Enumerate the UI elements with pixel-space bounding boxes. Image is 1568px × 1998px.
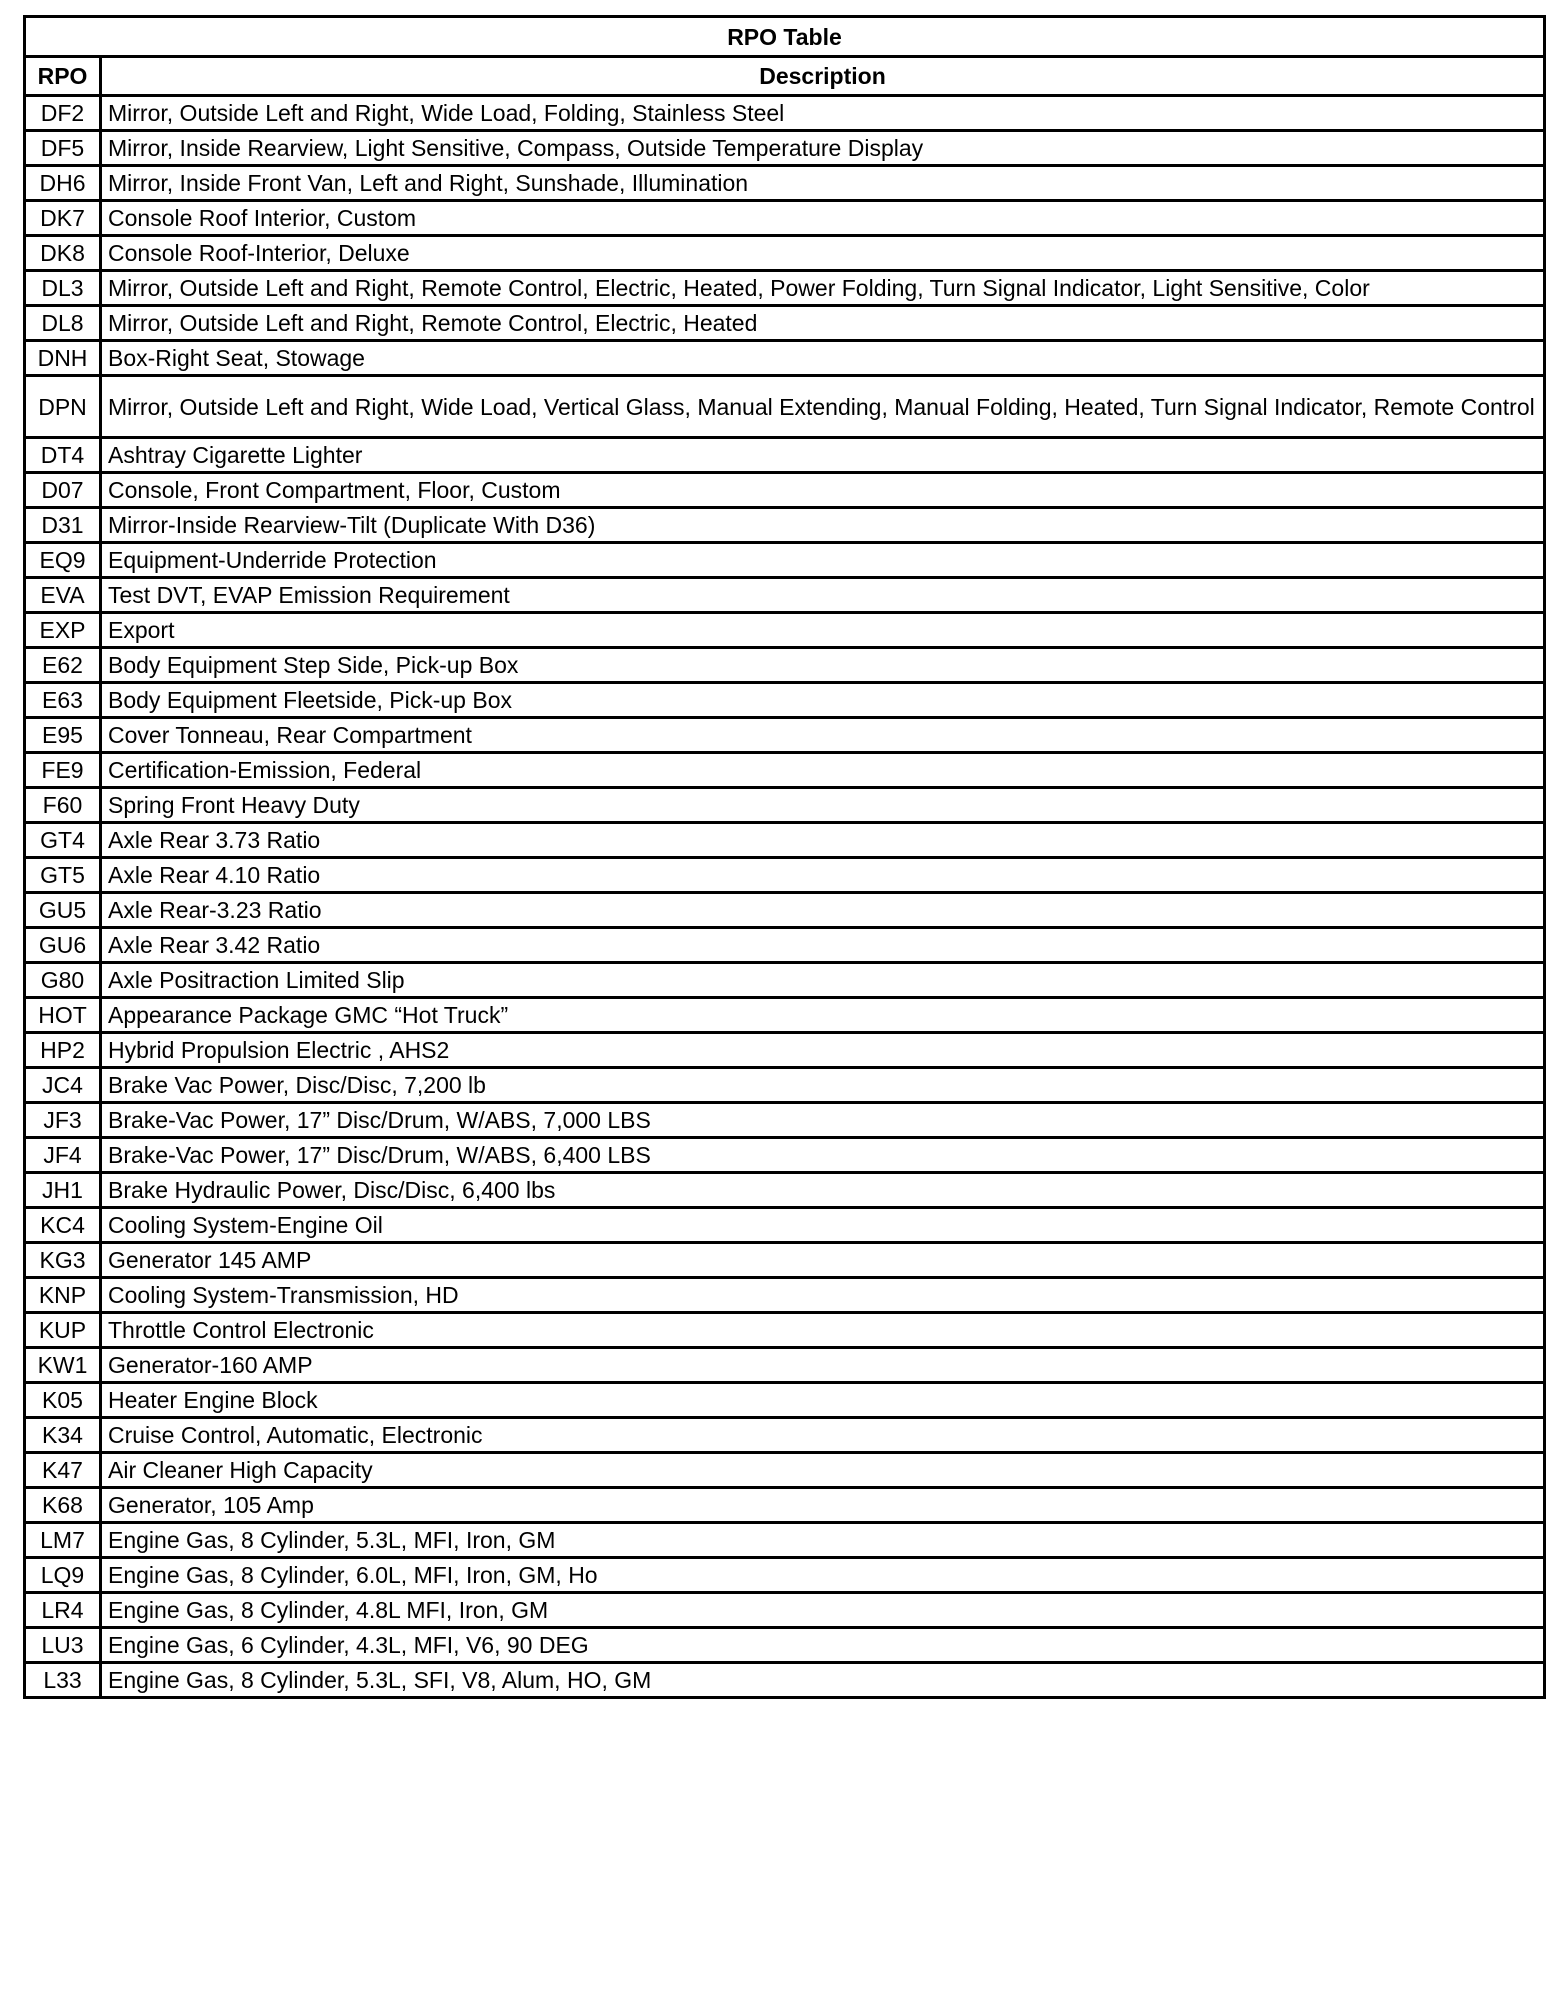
rpo-description-cell: Test DVT, EVAP Emission Requirement (101, 578, 1545, 613)
table-row (25, 508, 1545, 543)
table-row (25, 1173, 1545, 1208)
rpo-description-cell: Mirror, Inside Front Van, Left and Right, Sunshade, Illumination (101, 166, 1545, 201)
rpo-description-cell: Cooling System-Engine Oil (101, 1208, 1545, 1243)
table-row (25, 1663, 1545, 1698)
column-header-rpo: RPO (25, 57, 101, 96)
table-row (25, 1243, 1545, 1278)
rpo-code-cell: K68 (25, 1488, 101, 1523)
table-row (25, 648, 1545, 683)
rpo-code-cell: D31 (25, 508, 101, 543)
table-row (25, 1453, 1545, 1488)
rpo-code-cell: E95 (25, 718, 101, 753)
table-row (25, 893, 1545, 928)
rpo-code-cell: JF3 (25, 1103, 101, 1138)
rpo-code-cell: G80 (25, 963, 101, 998)
table-row (25, 1383, 1545, 1418)
rpo-description-cell: Certification-Emission, Federal (101, 753, 1545, 788)
table-header-row (25, 57, 1545, 96)
table-row (25, 1558, 1545, 1593)
rpo-description-cell: Body Equipment Fleetside, Pick-up Box (101, 683, 1545, 718)
table-title: RPO Table (25, 17, 1545, 57)
rpo-code-cell: LQ9 (25, 1558, 101, 1593)
table-row (25, 1033, 1545, 1068)
rpo-description-cell: Box-Right Seat, Stowage (101, 341, 1545, 376)
rpo-description-cell: Generator, 105 Amp (101, 1488, 1545, 1523)
rpo-description-cell: Engine Gas, 8 Cylinder, 6.0L, MFI, Iron, GM, Ho (101, 1558, 1545, 1593)
rpo-description-cell: Cover Tonneau, Rear Compartment (101, 718, 1545, 753)
table-title-row (25, 17, 1545, 57)
rpo-code-cell: GU5 (25, 893, 101, 928)
table-row (25, 1103, 1545, 1138)
rpo-description-cell: Engine Gas, 8 Cylinder, 5.3L, SFI, V8, Alum, HO, GM (101, 1663, 1545, 1698)
rpo-description-cell: Console, Front Compartment, Floor, Custom (101, 473, 1545, 508)
rpo-code-cell: JH1 (25, 1173, 101, 1208)
table-row (25, 473, 1545, 508)
rpo-description-cell: Mirror, Outside Left and Right, Remote Control, Electric, Heated (101, 306, 1545, 341)
rpo-code-cell: LU3 (25, 1628, 101, 1663)
table-row (25, 131, 1545, 166)
rpo-description-cell: Brake Vac Power, Disc/Disc, 7,200 lb (101, 1068, 1545, 1103)
rpo-description-cell: Generator 145 AMP (101, 1243, 1545, 1278)
rpo-code-cell: DF2 (25, 96, 101, 131)
rpo-code-cell: EQ9 (25, 543, 101, 578)
rpo-code-cell: JF4 (25, 1138, 101, 1173)
rpo-description-cell: Export (101, 613, 1545, 648)
table-row (25, 376, 1545, 438)
rpo-description-cell: Axle Rear-3.23 Ratio (101, 893, 1545, 928)
table-row (25, 928, 1545, 963)
rpo-code-cell: DL8 (25, 306, 101, 341)
rpo-code-cell: E62 (25, 648, 101, 683)
rpo-code-cell: K05 (25, 1383, 101, 1418)
table-row (25, 858, 1545, 893)
table-row (25, 306, 1545, 341)
rpo-code-cell: DL3 (25, 271, 101, 306)
table-row (25, 963, 1545, 998)
rpo-code-cell: KW1 (25, 1348, 101, 1383)
table-row (25, 578, 1545, 613)
rpo-code-cell: LR4 (25, 1593, 101, 1628)
rpo-description-cell: Mirror, Outside Left and Right, Wide Load, Folding, Stainless Steel (101, 96, 1545, 131)
rpo-code-cell: DPN (25, 376, 101, 438)
table-row (25, 1068, 1545, 1103)
rpo-code-cell: F60 (25, 788, 101, 823)
rpo-description-cell: Spring Front Heavy Duty (101, 788, 1545, 823)
table-row (25, 1488, 1545, 1523)
rpo-description-cell: Hybrid Propulsion Electric , AHS2 (101, 1033, 1545, 1068)
table-row (25, 998, 1545, 1033)
rpo-code-cell: KUP (25, 1313, 101, 1348)
table-row (25, 1348, 1545, 1383)
table-row (25, 1208, 1545, 1243)
rpo-description-cell: Axle Rear 4.10 Ratio (101, 858, 1545, 893)
table-row (25, 271, 1545, 306)
rpo-description-cell: Axle Rear 3.73 Ratio (101, 823, 1545, 858)
rpo-code-cell: K34 (25, 1418, 101, 1453)
rpo-description-cell: Cruise Control, Automatic, Electronic (101, 1418, 1545, 1453)
table-row (25, 753, 1545, 788)
rpo-code-cell: JC4 (25, 1068, 101, 1103)
rpo-description-cell: Equipment-Underride Protection (101, 543, 1545, 578)
rpo-code-cell: KG3 (25, 1243, 101, 1278)
rpo-code-cell: EXP (25, 613, 101, 648)
table-row (25, 683, 1545, 718)
table-row (25, 1418, 1545, 1453)
rpo-description-cell: Axle Positraction Limited Slip (101, 963, 1545, 998)
rpo-code-cell: DT4 (25, 438, 101, 473)
rpo-description-cell: Console Roof Interior, Custom (101, 201, 1545, 236)
rpo-description-cell: Axle Rear 3.42 Ratio (101, 928, 1545, 963)
table-row (25, 543, 1545, 578)
rpo-code-cell: DK8 (25, 236, 101, 271)
rpo-code-cell: DF5 (25, 131, 101, 166)
table-row (25, 1313, 1545, 1348)
table-row (25, 1593, 1545, 1628)
rpo-description-cell: Engine Gas, 6 Cylinder, 4.3L, MFI, V6, 90 DEG (101, 1628, 1545, 1663)
rpo-code-cell: FE9 (25, 753, 101, 788)
table-row (25, 1278, 1545, 1313)
rpo-description-cell: Engine Gas, 8 Cylinder, 4.8L MFI, Iron, GM (101, 1593, 1545, 1628)
rpo-code-cell: K47 (25, 1453, 101, 1488)
rpo-description-cell: Mirror, Outside Left and Right, Remote Control, Electric, Heated, Power Folding, Turn Signal Indicator, Light Sensitive, Color (101, 271, 1545, 306)
table-row (25, 341, 1545, 376)
rpo-description-cell: Cooling System-Transmission, HD (101, 1278, 1545, 1313)
rpo-code-cell: DK7 (25, 201, 101, 236)
table-row (25, 823, 1545, 858)
rpo-code-cell: GT4 (25, 823, 101, 858)
rpo-code-cell: EVA (25, 578, 101, 613)
rpo-description-cell: Brake-Vac Power, 17” Disc/Drum, W/ABS, 6,400 LBS (101, 1138, 1545, 1173)
rpo-description-cell: Ashtray Cigarette Lighter (101, 438, 1545, 473)
rpo-description-cell: Throttle Control Electronic (101, 1313, 1545, 1348)
table-row (25, 166, 1545, 201)
rpo-table (23, 15, 1546, 1699)
rpo-description-cell: Generator-160 AMP (101, 1348, 1545, 1383)
rpo-code-cell: KC4 (25, 1208, 101, 1243)
rpo-description-cell: Body Equipment Step Side, Pick-up Box (101, 648, 1545, 683)
rpo-description-cell: Appearance Package GMC “Hot Truck” (101, 998, 1545, 1033)
table-row (25, 788, 1545, 823)
rpo-code-cell: LM7 (25, 1523, 101, 1558)
table-row (25, 96, 1545, 131)
rpo-description-cell: Console Roof-Interior, Deluxe (101, 236, 1545, 271)
table-body (25, 96, 1545, 1698)
rpo-description-cell: Brake-Vac Power, 17” Disc/Drum, W/ABS, 7,000 LBS (101, 1103, 1545, 1138)
rpo-description-cell: Mirror-Inside Rearview-Tilt (Duplicate With D36) (101, 508, 1545, 543)
rpo-code-cell: DH6 (25, 166, 101, 201)
rpo-description-cell: Engine Gas, 8 Cylinder, 5.3L, MFI, Iron, GM (101, 1523, 1545, 1558)
table-row (25, 718, 1545, 753)
table-row (25, 236, 1545, 271)
rpo-code-cell: HOT (25, 998, 101, 1033)
table-row (25, 1628, 1545, 1663)
rpo-description-cell: Air Cleaner High Capacity (101, 1453, 1545, 1488)
rpo-code-cell: KNP (25, 1278, 101, 1313)
rpo-description-cell: Heater Engine Block (101, 1383, 1545, 1418)
column-header-description: Description (101, 57, 1545, 96)
table-row (25, 201, 1545, 236)
table-row (25, 613, 1545, 648)
rpo-code-cell: GU6 (25, 928, 101, 963)
rpo-code-cell: DNH (25, 341, 101, 376)
rpo-code-cell: E63 (25, 683, 101, 718)
table-row (25, 438, 1545, 473)
rpo-description-cell: Mirror, Outside Left and Right, Wide Load, Vertical Glass, Manual Extending, Manual Folding, Heated, Turn Signal Indicator, Remote Control (101, 376, 1545, 438)
table-row (25, 1138, 1545, 1173)
rpo-code-cell: GT5 (25, 858, 101, 893)
rpo-code-cell: L33 (25, 1663, 101, 1698)
rpo-description-cell: Mirror, Inside Rearview, Light Sensitive, Compass, Outside Temperature Display (101, 131, 1545, 166)
table-row (25, 1523, 1545, 1558)
rpo-code-cell: HP2 (25, 1033, 101, 1068)
rpo-description-cell: Brake Hydraulic Power, Disc/Disc, 6,400 lbs (101, 1173, 1545, 1208)
rpo-code-cell: D07 (25, 473, 101, 508)
